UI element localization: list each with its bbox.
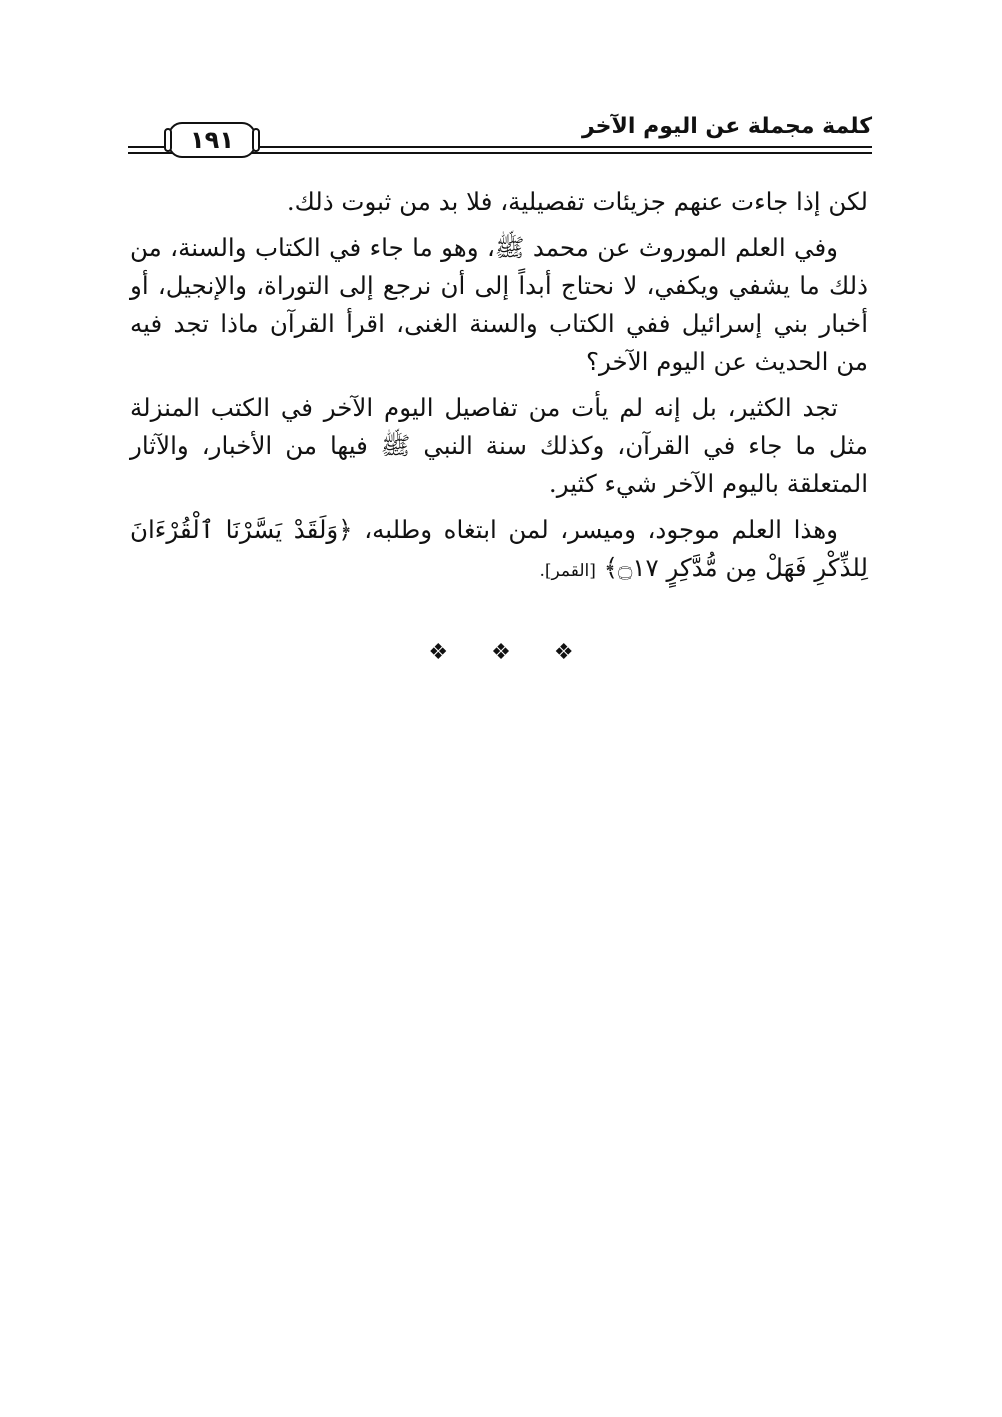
paragraph-4	[130, 511, 868, 590]
quran-verse: ﴿وَلَقَدْ يَسَّرْنَا ٱلْقُرْءَانَ لِلذِّكْرِ فَهَلْ مِن مُّدَّكِرٍ ۝١٧﴾	[130, 515, 868, 582]
page-number-badge	[168, 122, 256, 158]
page-header	[128, 108, 872, 168]
ornament-diamond-icon: ❖	[553, 640, 574, 665]
paragraph-1: لكن إذا جاءت عنهم جزيئات تفصيلية، فلا بد من ثبوت ذلك.	[286, 187, 868, 216]
ornament-diamond-icon: ❖	[491, 640, 511, 665]
running-title: كلمة مجملة عن اليوم الآخر	[572, 112, 872, 142]
section-end-ornaments	[0, 640, 1002, 665]
page-body	[130, 183, 868, 598]
paragraph-2: وفي العلم الموروث عن محمد ﷺ، وهو ما جاء في الكتاب والسنة، من ذلك ما يشفي ويكفي، لا نحتاج أبداً إلى أن نرجع إلى التوراة، والإنجيل، أو أخبار بني إسرائيل ففي الكتاب والسنة الغنى، اقرأ القرآن ماذا تجد فيه من الحديث عن اليوم الآخر؟	[130, 233, 868, 376]
ornament-diamond-icon: ❖	[428, 640, 449, 665]
surah-reference: [القمر].	[539, 561, 596, 581]
paragraph-4-lead: وهذا العلم موجود، وميسر، لمن ابتغاه وطلبه،	[364, 515, 838, 544]
page-number: ١٩١	[190, 126, 234, 154]
paragraph-3: تجد الكثير، بل إنه لم يأت من تفاصيل اليوم الآخر في الكتب المنزلة مثل ما جاء في القرآن، وكذلك سنة النبي ﷺ فيها من الأخبار، والآثار المتعلقة باليوم الآخر شيء كثير.	[130, 393, 868, 498]
